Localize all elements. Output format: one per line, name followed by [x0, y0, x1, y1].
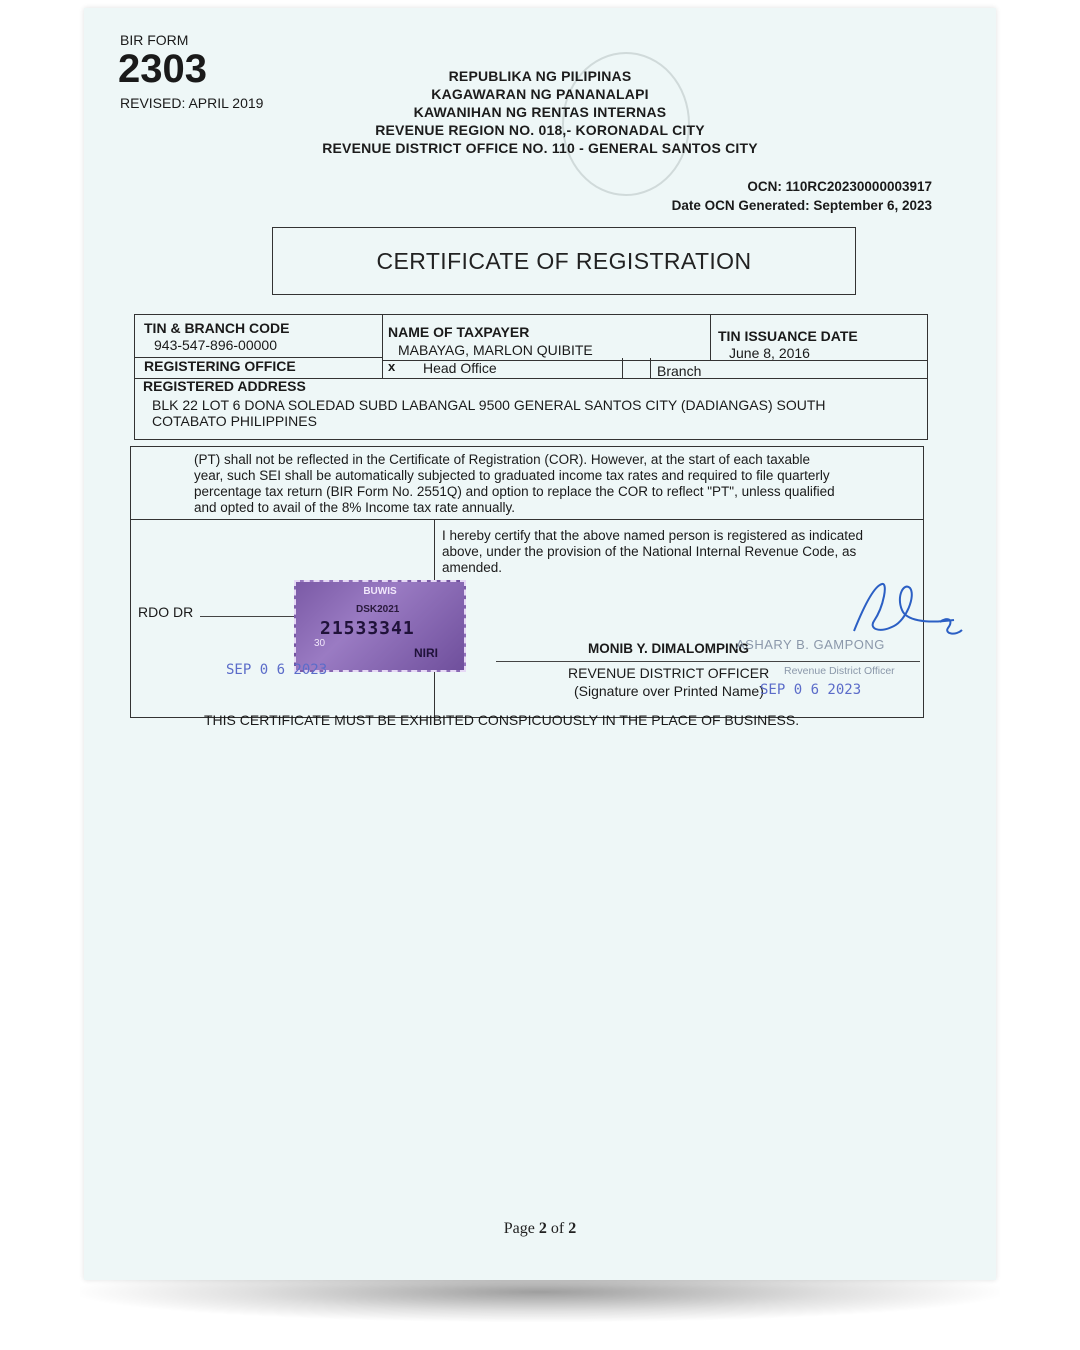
stamped-officer-name: ASHARY B. GAMPONG — [736, 637, 885, 652]
divider-v3 — [622, 358, 623, 378]
taxpayer-value: MABAYAG, MARLON QUIBITE — [398, 342, 593, 358]
officer-title: REVENUE DISTRICT OFFICER — [568, 665, 770, 681]
certification-text — [442, 528, 916, 576]
ocn-date-value: September 6, 2023 — [813, 198, 932, 213]
stamp-value: 30 — [314, 638, 326, 649]
form-revised: REVISED: APRIL 2019 — [120, 95, 264, 111]
notice-text — [194, 452, 916, 516]
stamped-officer-title: Revenue District Officer — [784, 665, 895, 677]
ocn-date-line — [672, 198, 932, 213]
page-current: 2 — [538, 1220, 547, 1237]
office-label: REGISTERING OFFICE — [144, 358, 296, 374]
issuance-label: TIN ISSUANCE DATE — [718, 328, 858, 344]
divider-h4 — [130, 519, 923, 520]
certification-line-1: I hereby certify that the above named person is registered as indicated — [442, 528, 863, 543]
agency-line-5: REVENUE DISTRICT OFFICE NO. 110 - GENERAL SANTOS CITY — [322, 140, 758, 156]
notice-line-2: year, such SEI shall be automatically subjected to graduated income tax rates and required to file quarterly — [194, 468, 830, 483]
form-label: BIR FORM — [120, 32, 189, 48]
certification-line-2: above, under the provision of the National Internal Revenue Code, as — [442, 544, 857, 559]
ocn-line — [747, 179, 932, 194]
stamp-top-text: BUWIS — [363, 586, 397, 597]
issuance-value: June 8, 2016 — [729, 345, 810, 361]
notice-line-1: (PT) shall not be reflected in the Certificate of Registration (COR). However, at the start of each taxable — [194, 452, 811, 467]
divider-v1 — [382, 314, 383, 378]
ocn-value: 110RC20230000003917 — [785, 179, 932, 194]
head-office-checkbox: x — [388, 359, 396, 374]
notice-line-3: percentage tax return (BIR Form No. 2551Q) and option to replace the COR to reflect "PT", unless qualified — [194, 484, 835, 499]
stamp-suffix: NIRI — [414, 646, 438, 660]
divider-v4 — [650, 358, 651, 378]
exhibit-notice: THIS CERTIFICATE MUST BE EXHIBITED CONSPICUOUSLY IN THE PLACE OF BUSINESS. — [204, 712, 800, 728]
signature-line — [496, 661, 920, 662]
divider-v2 — [710, 314, 711, 360]
certification-line-3: amended. — [442, 560, 503, 575]
agency-header — [300, 67, 780, 157]
page-number — [84, 1220, 996, 1238]
page-label: Page — [503, 1220, 535, 1237]
agency-line-2: KAGAWARAN NG PANANALAPI — [431, 86, 649, 102]
tin-label: TIN & BRANCH CODE — [144, 320, 290, 336]
page-of: of — [550, 1220, 565, 1237]
agency-line-1: REPUBLIKA NG PILIPINAS — [448, 68, 632, 84]
title-box — [272, 227, 856, 295]
stamp-number: 21533341 — [320, 618, 415, 639]
taxpayer-label: NAME OF TAXPAYER — [388, 324, 530, 340]
signature-note: (Signature over Printed Name) — [574, 683, 764, 699]
officer-name: MONIB Y. DIMALOMPING — [588, 641, 750, 656]
rdo-line — [200, 616, 296, 617]
document-page — [84, 8, 996, 1280]
address-label: REGISTERED ADDRESS — [143, 378, 306, 394]
page-total: 2 — [568, 1220, 577, 1237]
agency-line-3: KAWANIHAN NG RENTAS INTERNAS — [413, 104, 667, 120]
agency-line-4: REVENUE REGION NO. 018,- KORONADAL CITY — [375, 122, 705, 138]
ocn-label: OCN: — [747, 179, 782, 194]
tin-value: 943-547-896-00000 — [154, 337, 277, 353]
head-office-label: Head Office — [423, 360, 497, 376]
certification-stamp-date: SEP 0 6 2023 — [760, 682, 862, 698]
officer-signature — [844, 576, 974, 646]
address-line-1: BLK 22 LOT 6 DONA SOLEDAD SUBD LABANGAL 9500 GENERAL SANTOS CITY (DADIANGAS) SOUTH — [152, 397, 826, 413]
documentary-stamp — [294, 580, 466, 672]
stamp-received-date: SEP 0 6 2023 — [226, 662, 328, 678]
address-line-2: COTABATO PHILIPPINES — [152, 413, 317, 429]
stamp-series: DSK2021 — [356, 604, 400, 615]
branch-label: Branch — [657, 363, 702, 379]
certificate-title: CERTIFICATE OF REGISTRATION — [376, 248, 752, 274]
form-number: 2303 — [118, 47, 207, 91]
rdo-label: RDO DR — [138, 604, 194, 620]
ocn-date-label: Date OCN Generated: — [671, 198, 810, 213]
notice-line-4: and opted to avail of the 8% Income tax rate annually. — [194, 500, 515, 515]
